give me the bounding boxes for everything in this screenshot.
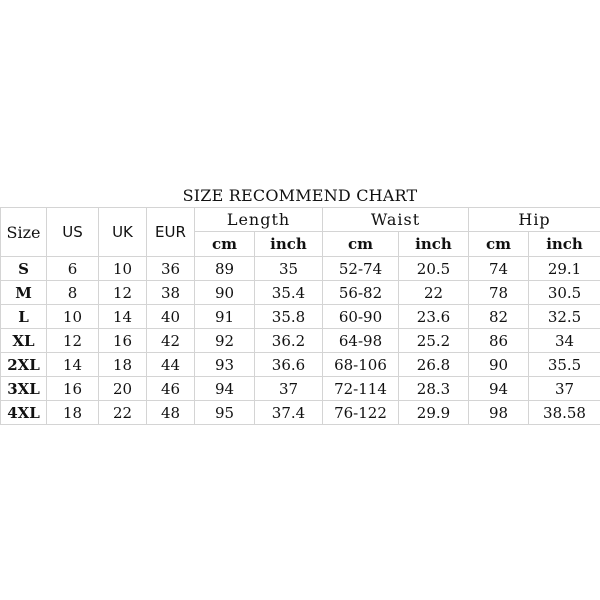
cell-waist-cm: 60-90	[323, 305, 399, 329]
header-waist-inch: inch	[399, 232, 469, 257]
cell-size: 4XL	[1, 401, 47, 425]
cell-us: 8	[47, 281, 99, 305]
cell-size: XL	[1, 329, 47, 353]
header-waist-cm: cm	[323, 232, 399, 257]
header-length: Length	[195, 208, 323, 232]
cell-waist-inch: 29.9	[399, 401, 469, 425]
cell-waist-cm: 52-74	[323, 257, 399, 281]
cell-waist-inch: 20.5	[399, 257, 469, 281]
cell-hip-inch: 34	[529, 329, 600, 353]
cell-us: 14	[47, 353, 99, 377]
cell-us: 18	[47, 401, 99, 425]
cell-length-inch: 37	[255, 377, 323, 401]
cell-waist-inch: 23.6	[399, 305, 469, 329]
cell-length-cm: 95	[195, 401, 255, 425]
cell-eur: 42	[147, 329, 195, 353]
cell-hip-inch: 35.5	[529, 353, 600, 377]
table-row	[1, 281, 600, 305]
cell-uk: 18	[99, 353, 147, 377]
cell-waist-inch: 28.3	[399, 377, 469, 401]
cell-us: 12	[47, 329, 99, 353]
header-size: Size	[1, 208, 47, 257]
cell-eur: 36	[147, 257, 195, 281]
cell-hip-inch: 30.5	[529, 281, 600, 305]
cell-eur: 40	[147, 305, 195, 329]
cell-uk: 10	[99, 257, 147, 281]
cell-waist-cm: 56-82	[323, 281, 399, 305]
cell-size: M	[1, 281, 47, 305]
header-length-cm: cm	[195, 232, 255, 257]
header-waist: Waist	[323, 208, 469, 232]
header-hip: Hip	[469, 208, 600, 232]
cell-hip-inch: 32.5	[529, 305, 600, 329]
cell-uk: 16	[99, 329, 147, 353]
table-row	[1, 401, 600, 425]
cell-uk: 20	[99, 377, 147, 401]
cell-length-inch: 36.2	[255, 329, 323, 353]
cell-length-inch: 36.6	[255, 353, 323, 377]
chart-title: SIZE RECOMMEND CHART	[182, 186, 418, 205]
cell-hip-cm: 98	[469, 401, 529, 425]
cell-length-cm: 94	[195, 377, 255, 401]
cell-waist-inch: 26.8	[399, 353, 469, 377]
cell-hip-inch: 38.58	[529, 401, 600, 425]
cell-size: S	[1, 257, 47, 281]
header-row-groups	[1, 208, 600, 232]
cell-size: L	[1, 305, 47, 329]
header-uk: UK	[99, 208, 147, 257]
cell-hip-inch: 37	[529, 377, 600, 401]
cell-waist-inch: 22	[399, 281, 469, 305]
cell-us: 16	[47, 377, 99, 401]
cell-waist-inch: 25.2	[399, 329, 469, 353]
cell-size: 3XL	[1, 377, 47, 401]
cell-hip-cm: 74	[469, 257, 529, 281]
header-us: US	[47, 208, 99, 257]
cell-length-inch: 35.8	[255, 305, 323, 329]
cell-uk: 22	[99, 401, 147, 425]
cell-us: 10	[47, 305, 99, 329]
cell-length-cm: 89	[195, 257, 255, 281]
cell-waist-cm: 64-98	[323, 329, 399, 353]
table-row	[1, 353, 600, 377]
cell-waist-cm: 76-122	[323, 401, 399, 425]
cell-length-cm: 93	[195, 353, 255, 377]
cell-uk: 12	[99, 281, 147, 305]
cell-waist-cm: 68-106	[323, 353, 399, 377]
cell-eur: 48	[147, 401, 195, 425]
cell-eur: 38	[147, 281, 195, 305]
cell-hip-cm: 82	[469, 305, 529, 329]
table-row	[1, 329, 600, 353]
cell-length-cm: 91	[195, 305, 255, 329]
cell-hip-cm: 78	[469, 281, 529, 305]
size-table	[0, 207, 600, 425]
header-eur: EUR	[147, 208, 195, 257]
header-length-inch: inch	[255, 232, 323, 257]
table-row	[1, 305, 600, 329]
cell-hip-cm: 86	[469, 329, 529, 353]
cell-length-cm: 90	[195, 281, 255, 305]
cell-us: 6	[47, 257, 99, 281]
cell-uk: 14	[99, 305, 147, 329]
table-row	[1, 377, 600, 401]
cell-length-inch: 35.4	[255, 281, 323, 305]
cell-length-cm: 92	[195, 329, 255, 353]
cell-hip-inch: 29.1	[529, 257, 600, 281]
cell-hip-cm: 90	[469, 353, 529, 377]
cell-hip-cm: 94	[469, 377, 529, 401]
cell-length-inch: 35	[255, 257, 323, 281]
cell-eur: 46	[147, 377, 195, 401]
cell-size: 2XL	[1, 353, 47, 377]
cell-length-inch: 37.4	[255, 401, 323, 425]
cell-eur: 44	[147, 353, 195, 377]
table-row	[1, 257, 600, 281]
header-hip-cm: cm	[469, 232, 529, 257]
header-hip-inch: inch	[529, 232, 600, 257]
cell-waist-cm: 72-114	[323, 377, 399, 401]
